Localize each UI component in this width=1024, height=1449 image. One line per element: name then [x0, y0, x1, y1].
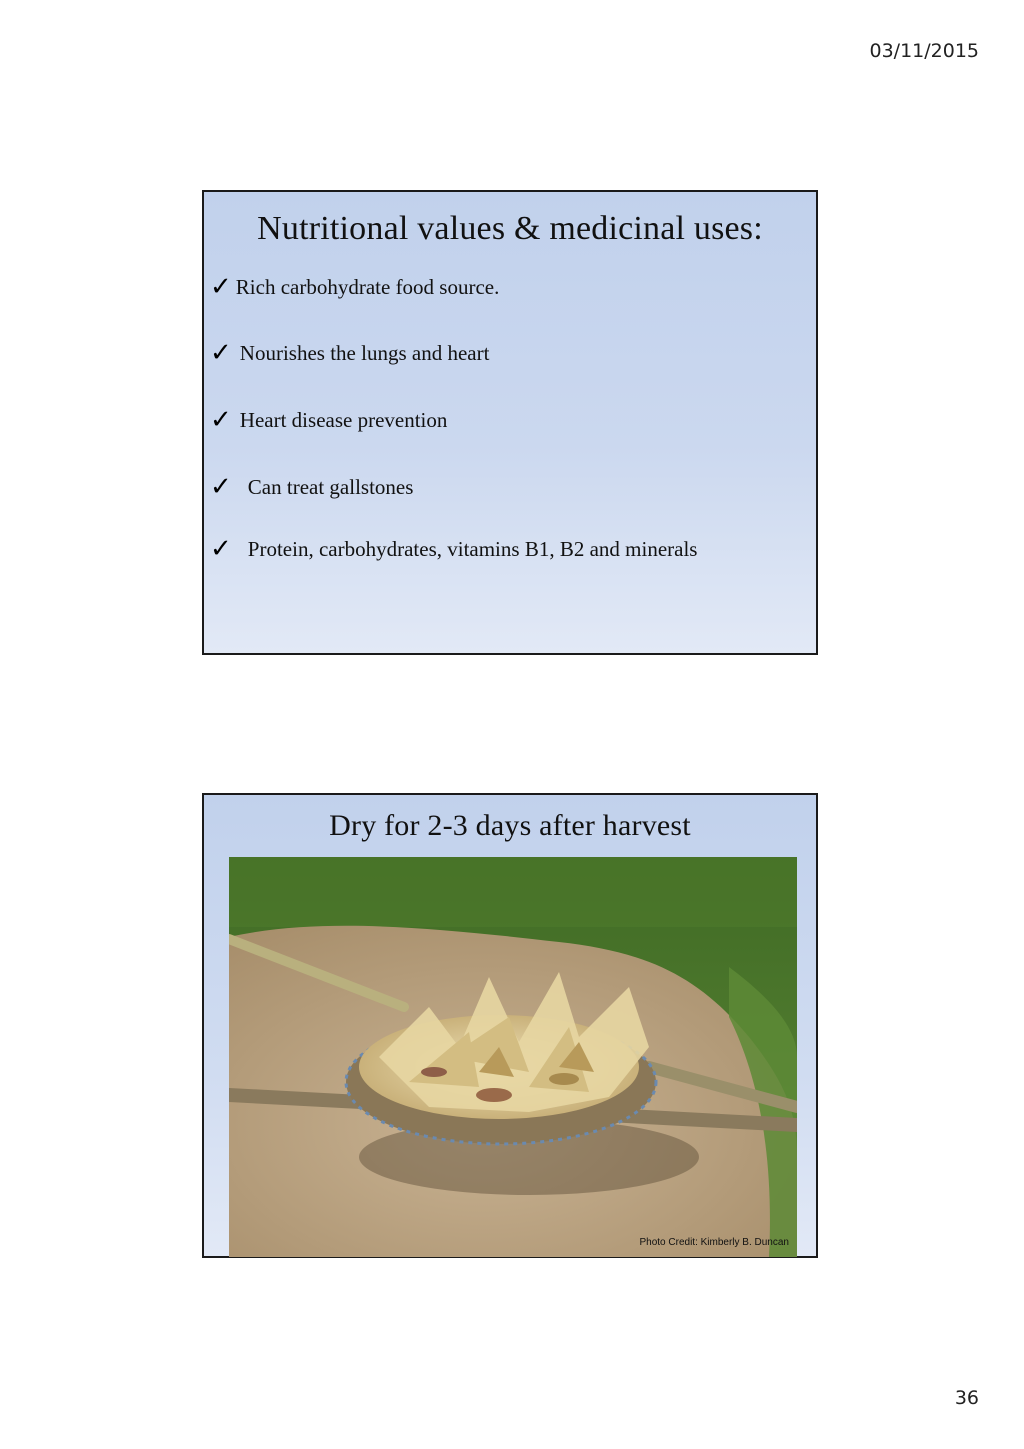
list-item — [210, 474, 413, 500]
checkmark-icon: ✓ — [210, 272, 232, 302]
bullet-text: Nourishes the lungs and heart — [239, 341, 490, 365]
page-date: 03/11/2015 — [869, 40, 979, 62]
list-item — [210, 407, 447, 433]
slide-drying — [202, 793, 818, 1258]
photo-drying-corn — [229, 857, 797, 1257]
list-item — [210, 274, 499, 300]
bullet-text: Protein, carbohydrates, vitamins B1, B2 and minerals — [247, 537, 698, 561]
slide-nutritional-values — [202, 190, 818, 655]
page-number: 36 — [954, 1387, 979, 1409]
slide-title: Nutritional values & medicinal uses: — [257, 210, 763, 247]
photo-credit: Photo Credit: Kimberly B. Duncan — [639, 1237, 789, 1248]
list-item — [210, 340, 489, 366]
bullet-text: Can treat gallstones — [247, 475, 414, 499]
photo-illustration — [229, 857, 797, 1257]
checkmark-icon: ✓ — [210, 405, 232, 435]
checkmark-icon: ✓ — [210, 338, 232, 368]
checkmark-icon: ✓ — [210, 534, 232, 564]
list-item — [210, 536, 697, 562]
slide-title: Dry for 2-3 days after harvest — [329, 809, 691, 842]
bullet-text: Heart disease prevention — [239, 408, 448, 432]
bullet-text: Rich carbohydrate food source. — [235, 275, 500, 299]
checkmark-icon: ✓ — [210, 472, 232, 502]
